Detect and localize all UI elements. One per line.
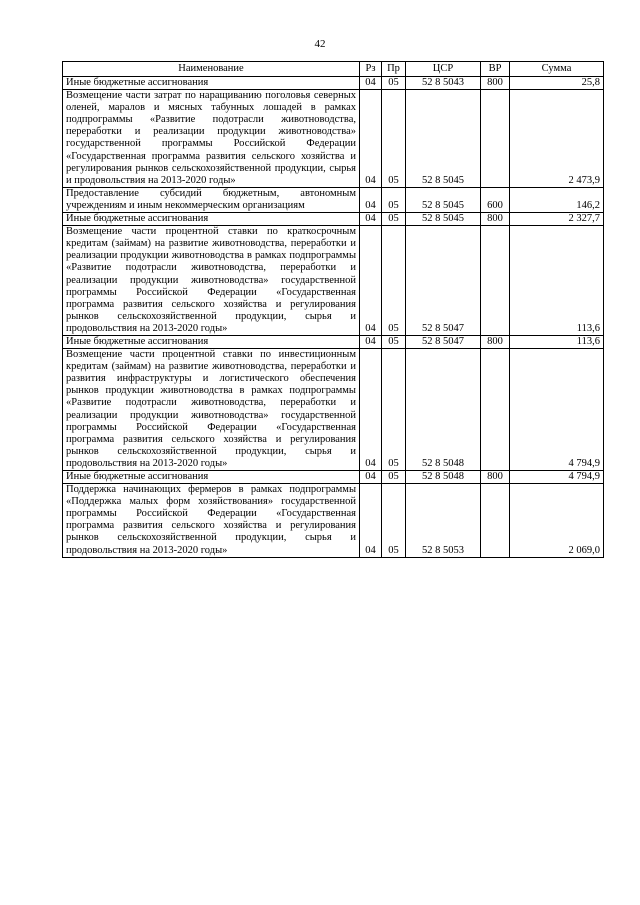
row-vr: 800 xyxy=(481,335,510,348)
table-row xyxy=(63,90,604,188)
header-sum: Сумма xyxy=(510,62,604,77)
row-rz: 04 xyxy=(360,484,382,558)
row-sum: 25,8 xyxy=(510,77,604,90)
row-rz: 04 xyxy=(360,77,382,90)
header-name: Наименование xyxy=(63,62,360,77)
row-vr xyxy=(481,226,510,336)
row-rz: 04 xyxy=(360,187,382,212)
table-row xyxy=(63,335,604,348)
row-sum: 2 327,7 xyxy=(510,213,604,226)
row-rz: 04 xyxy=(360,90,382,188)
row-vr xyxy=(481,349,510,471)
row-pr: 05 xyxy=(382,349,406,471)
row-sum: 113,6 xyxy=(510,335,604,348)
row-name: Иные бюджетные ассигнования xyxy=(63,471,360,484)
row-name: Предоставление субсидий бюджетным, автономным учреждениям и иным некоммерческим организациям xyxy=(63,187,360,212)
table-header-row xyxy=(63,62,604,77)
row-sum: 4 794,9 xyxy=(510,349,604,471)
row-pr: 05 xyxy=(382,187,406,212)
row-vr xyxy=(481,484,510,558)
row-pr: 05 xyxy=(382,335,406,348)
row-csr: 52 8 5048 xyxy=(406,471,481,484)
row-rz: 04 xyxy=(360,471,382,484)
row-name: Иные бюджетные ассигнования xyxy=(63,213,360,226)
row-name: Иные бюджетные ассигнования xyxy=(63,335,360,348)
row-name: Иные бюджетные ассигнования xyxy=(63,77,360,90)
row-csr: 52 8 5047 xyxy=(406,335,481,348)
row-name: Возмещение части процентной ставки по инвестиционным кредитам (займам) на развитие животноводства, переработки и развития инфраструктуры и логистического обеспечения рынков продукции животноводства в рамках подпрограммы «Развитие подотрасли животноводства, переработки и реализации продукции животноводства» государственной программы Российской Федерации «Государственная программа развития сельского хозяйства и регулирования рынков сельскохозяйственной продукции, сырья и продовольствия на 2013-2020 годы» xyxy=(63,349,360,471)
row-rz: 04 xyxy=(360,335,382,348)
row-name: Возмещение части процентной ставки по краткосрочным кредитам (займам) на развитие животноводства, переработки и реализации продукции животноводства в рамках подпрограммы «Развитие подотрасли животноводства, переработки и реализации продукции животноводства» государственной программы Российской Федерации «Государственная программа развития сельского хозяйства и регулирования рынков сельскохозяйственной продукции, сырья и продовольствия на 2013-2020 годы» xyxy=(63,226,360,336)
table-row xyxy=(63,349,604,471)
row-csr: 52 8 5043 xyxy=(406,77,481,90)
row-sum: 4 794,9 xyxy=(510,471,604,484)
header-vr: ВР xyxy=(481,62,510,77)
table-row xyxy=(63,187,604,212)
header-csr: ЦСР xyxy=(406,62,481,77)
page-number: 42 xyxy=(314,38,326,50)
row-vr: 600 xyxy=(481,187,510,212)
table-row xyxy=(63,471,604,484)
row-rz: 04 xyxy=(360,213,382,226)
row-csr: 52 8 5045 xyxy=(406,90,481,188)
row-sum: 2 473,9 xyxy=(510,90,604,188)
row-rz: 04 xyxy=(360,349,382,471)
budget-table xyxy=(62,61,604,558)
row-vr: 800 xyxy=(481,77,510,90)
row-name: Поддержка начинающих фермеров в рамках подпрограммы «Поддержка малых форм хозяйствования» государственной программы Российской Федерации «Государственная программа развития сельского хозяйства и регулирования рынков сельскохозяйственной продукции, сырья и продовольствия на 2013-2020 годы» xyxy=(63,484,360,558)
row-csr: 52 8 5048 xyxy=(406,349,481,471)
row-vr: 800 xyxy=(481,471,510,484)
row-pr: 05 xyxy=(382,77,406,90)
table-row xyxy=(63,213,604,226)
row-csr: 52 8 5045 xyxy=(406,213,481,226)
row-csr: 52 8 5045 xyxy=(406,187,481,212)
row-pr: 05 xyxy=(382,471,406,484)
row-sum: 113,6 xyxy=(510,226,604,336)
header-rz: Рз xyxy=(360,62,382,77)
row-pr: 05 xyxy=(382,213,406,226)
row-name: Возмещение части затрат по наращиванию поголовья северных оленей, маралов и мясных табунных лошадей в рамках подпрограммы «Развитие подотрасли животноводства, переработки и реализации продукции животноводства» государственной программы Российской Федерации «Государственная программа развития сельского хозяйства и регулирования рынков сельскохозяйственной продукции, сырья и продовольствия на 2013-2020 годы» xyxy=(63,90,360,188)
row-csr: 52 8 5047 xyxy=(406,226,481,336)
header-pr: Пр xyxy=(382,62,406,77)
table-row xyxy=(63,226,604,336)
row-vr xyxy=(481,90,510,188)
row-sum: 2 069,0 xyxy=(510,484,604,558)
row-rz: 04 xyxy=(360,226,382,336)
row-sum: 146,2 xyxy=(510,187,604,212)
row-pr: 05 xyxy=(382,90,406,188)
row-vr: 800 xyxy=(481,213,510,226)
row-pr: 05 xyxy=(382,226,406,336)
row-csr: 52 8 5053 xyxy=(406,484,481,558)
row-pr: 05 xyxy=(382,484,406,558)
table-row xyxy=(63,77,604,90)
table-row xyxy=(63,484,604,558)
